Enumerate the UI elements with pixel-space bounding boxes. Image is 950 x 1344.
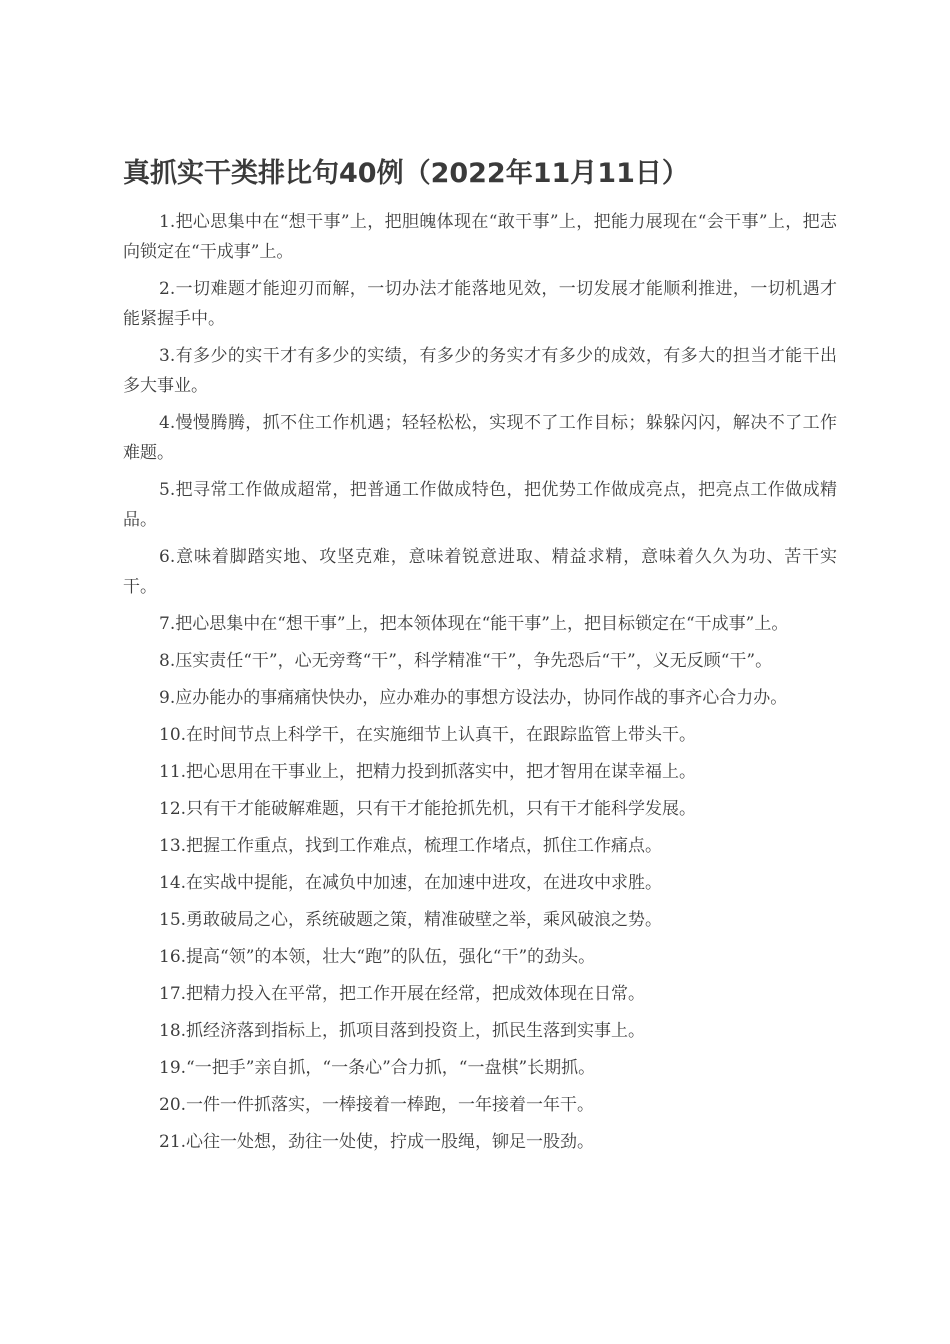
list-item: 10.在时间节点上科学干，在实施细节上认真干，在跟踪监管上带头干。 [159,725,697,745]
document-title: 真抓实干类排比句40例（2022年11月11日） [123,158,689,189]
list-item: 20.一件一件抓落实，一棒接着一棒跑，一年接着一年干。 [159,1095,595,1115]
list-item: 6.意味着脚踏实地、攻坚克难，意味着锐意进取、精益求精，意味着久久为功、苦干实干。 [123,547,837,597]
list-item: 17.把精力投入在平常，把工作开展在经常，把成效体现在日常。 [159,984,646,1004]
list-item: 8.压实责任“干”，心无旁骛“干”，科学精准“干”，争先恐后“干”，义无反顾“干”。 [159,651,773,671]
list-item: 18.抓经济落到指标上，抓项目落到投资上，抓民生落到实事上。 [159,1021,646,1041]
list-item: 7.把心思集中在“想干事”上，把本领体现在“能干事”上，把目标锁定在“干成事”上。 [159,614,789,634]
list-item: 3.有多少的实干才有多少的实绩，有多少的务实才有多少的成效，有多大的担当才能干出多大事业。 [123,346,837,396]
sentence-list [123,207,837,1164]
list-item: 2.一切难题才能迎刃而解，一切办法才能落地见效，一切发展才能顺利推进，一切机遇才能紧握手中。 [123,279,837,329]
list-item: 4.慢慢腾腾，抓不住工作机遇；轻轻松松，实现不了工作目标；躲躲闪闪，解决不了工作难题。 [123,413,837,463]
list-item: 16.提高“领”的本领，壮大“跑”的队伍，强化“干”的劲头。 [159,947,596,967]
list-item: 13.把握工作重点，找到工作难点，梳理工作堵点，抓住工作痛点。 [159,836,663,856]
list-item: 15.勇敢破局之心，系统破题之策，精准破壁之举，乘风破浪之势。 [159,910,663,930]
list-item: 19.“一把手”亲自抓，“一条心”合力抓，“一盘棋”长期抓。 [159,1058,596,1078]
list-item: 9.应办能办的事痛痛快快办，应办难办的事想方设法办，协同作战的事齐心合力办。 [159,688,788,708]
list-item: 21.心往一处想，劲往一处使，拧成一股绳，铆足一股劲。 [159,1132,595,1152]
list-item: 14.在实战中提能，在减负中加速，在加速中进攻，在进攻中求胜。 [159,873,663,893]
list-item: 12.只有干才能破解难题，只有干才能抢抓先机，只有干才能科学发展。 [159,799,697,819]
list-item: 11.把心思用在干事业上，把精力投到抓落实中，把才智用在谋幸福上。 [159,762,697,782]
list-item: 1.把心思集中在“想干事”上，把胆魄体现在“敢干事”上，把能力展现在“会干事”上，把志向锁定在“干成事”上。 [123,212,837,262]
list-item: 5.把寻常工作做成超常，把普通工作做成特色，把优势工作做成亮点，把亮点工作做成精品。 [123,480,837,530]
